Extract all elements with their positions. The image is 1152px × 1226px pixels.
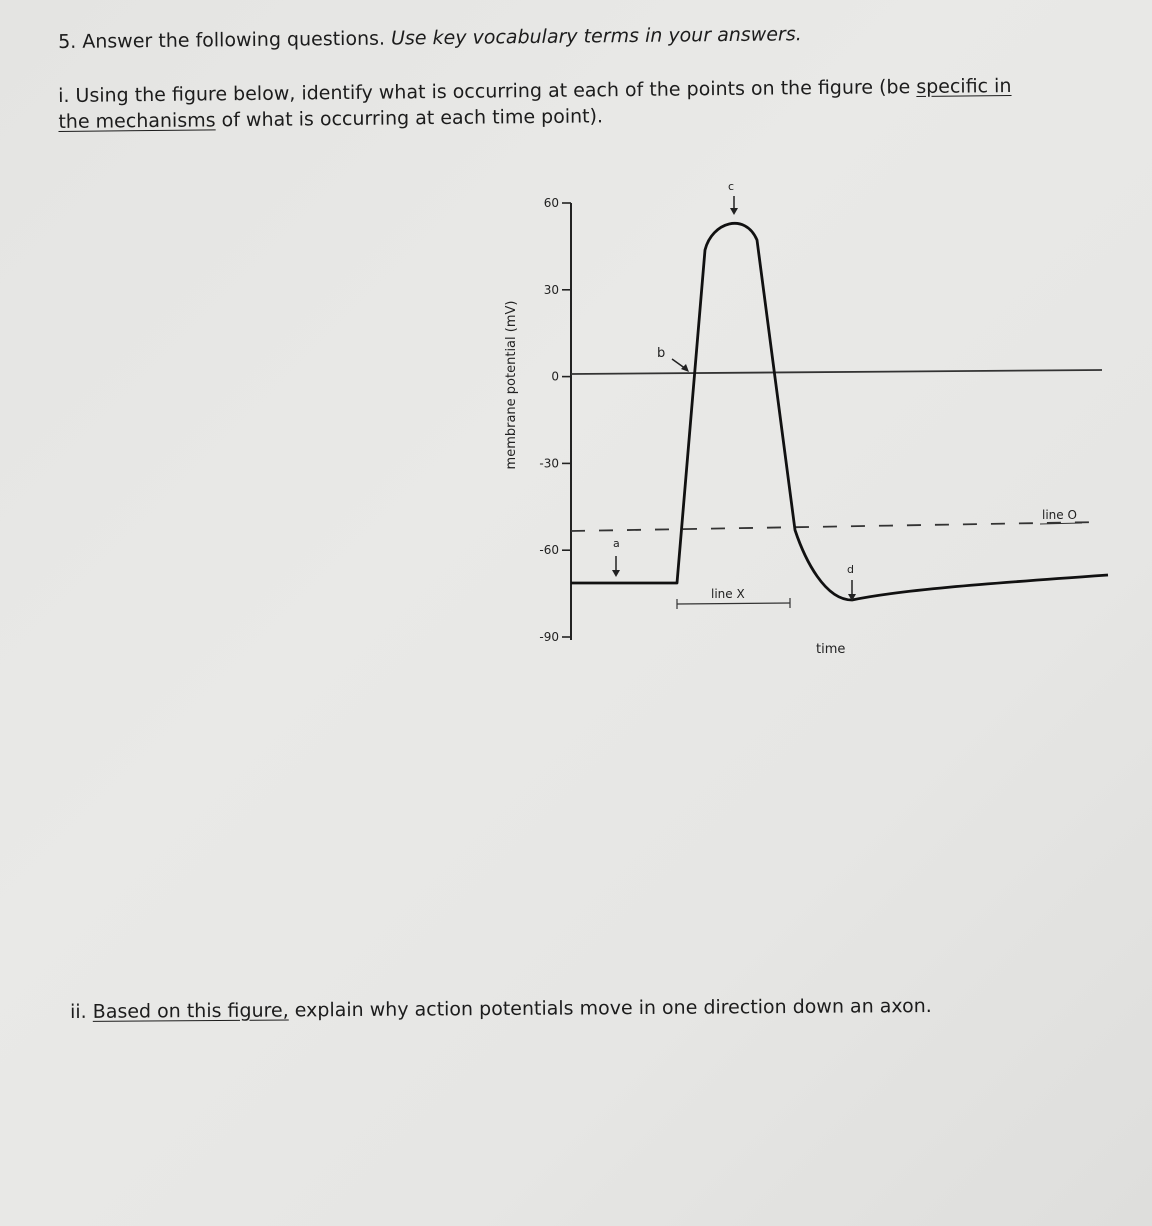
part-ii-underlined: Based on this figure, (92, 999, 289, 1023)
point-c-arrowhead (730, 208, 738, 215)
part-ii-question (70, 994, 932, 1026)
part-i-suffix: of what is occurring at each time point). (221, 104, 604, 131)
part-ii-prefix: ii. (70, 1000, 87, 1023)
y-axis-ticks (539, 196, 571, 644)
point-c-label: c (728, 180, 735, 193)
line-x-label: line X (711, 587, 745, 601)
question-5-number-text: 5. Answer the following questions. (58, 27, 386, 53)
point-b-arrowhead (681, 364, 689, 372)
y-tick-label: -30 (539, 456, 559, 471)
y-tick-label: -60 (539, 543, 559, 558)
y-tick-label: -90 (539, 630, 559, 644)
y-tick-label: 30 (543, 282, 559, 297)
point-d-label: d (847, 563, 854, 576)
action-potential-curve (571, 223, 1108, 600)
threshold-line-o (571, 522, 1102, 531)
point-b-label: b (657, 346, 666, 361)
line-x-bracket (677, 603, 790, 604)
part-i-prefix: i. Using the figure below, identify what is occurring at each of the points on the figure (be (58, 76, 911, 107)
question-5-instruction: Use key vocabulary terms in your answers. (390, 23, 802, 50)
y-tick-label: 0 (551, 369, 559, 384)
part-i-underlined-2: the mechanisms (58, 108, 216, 133)
y-tick-label: 60 (543, 196, 559, 210)
y-axis-label: membrane potential (mV) (504, 300, 519, 470)
x-axis-label: time (816, 642, 846, 657)
zero-line (571, 370, 1102, 374)
point-a-arrowhead (612, 570, 620, 577)
line-o-label-underline (1040, 523, 1082, 524)
point-a-label: a (613, 537, 620, 550)
part-i-underlined-1: specific in (916, 75, 1012, 99)
part-ii-suffix: explain why action potentials move in one direction down an axon. (294, 994, 932, 1022)
line-o-label: line O (1042, 508, 1077, 522)
